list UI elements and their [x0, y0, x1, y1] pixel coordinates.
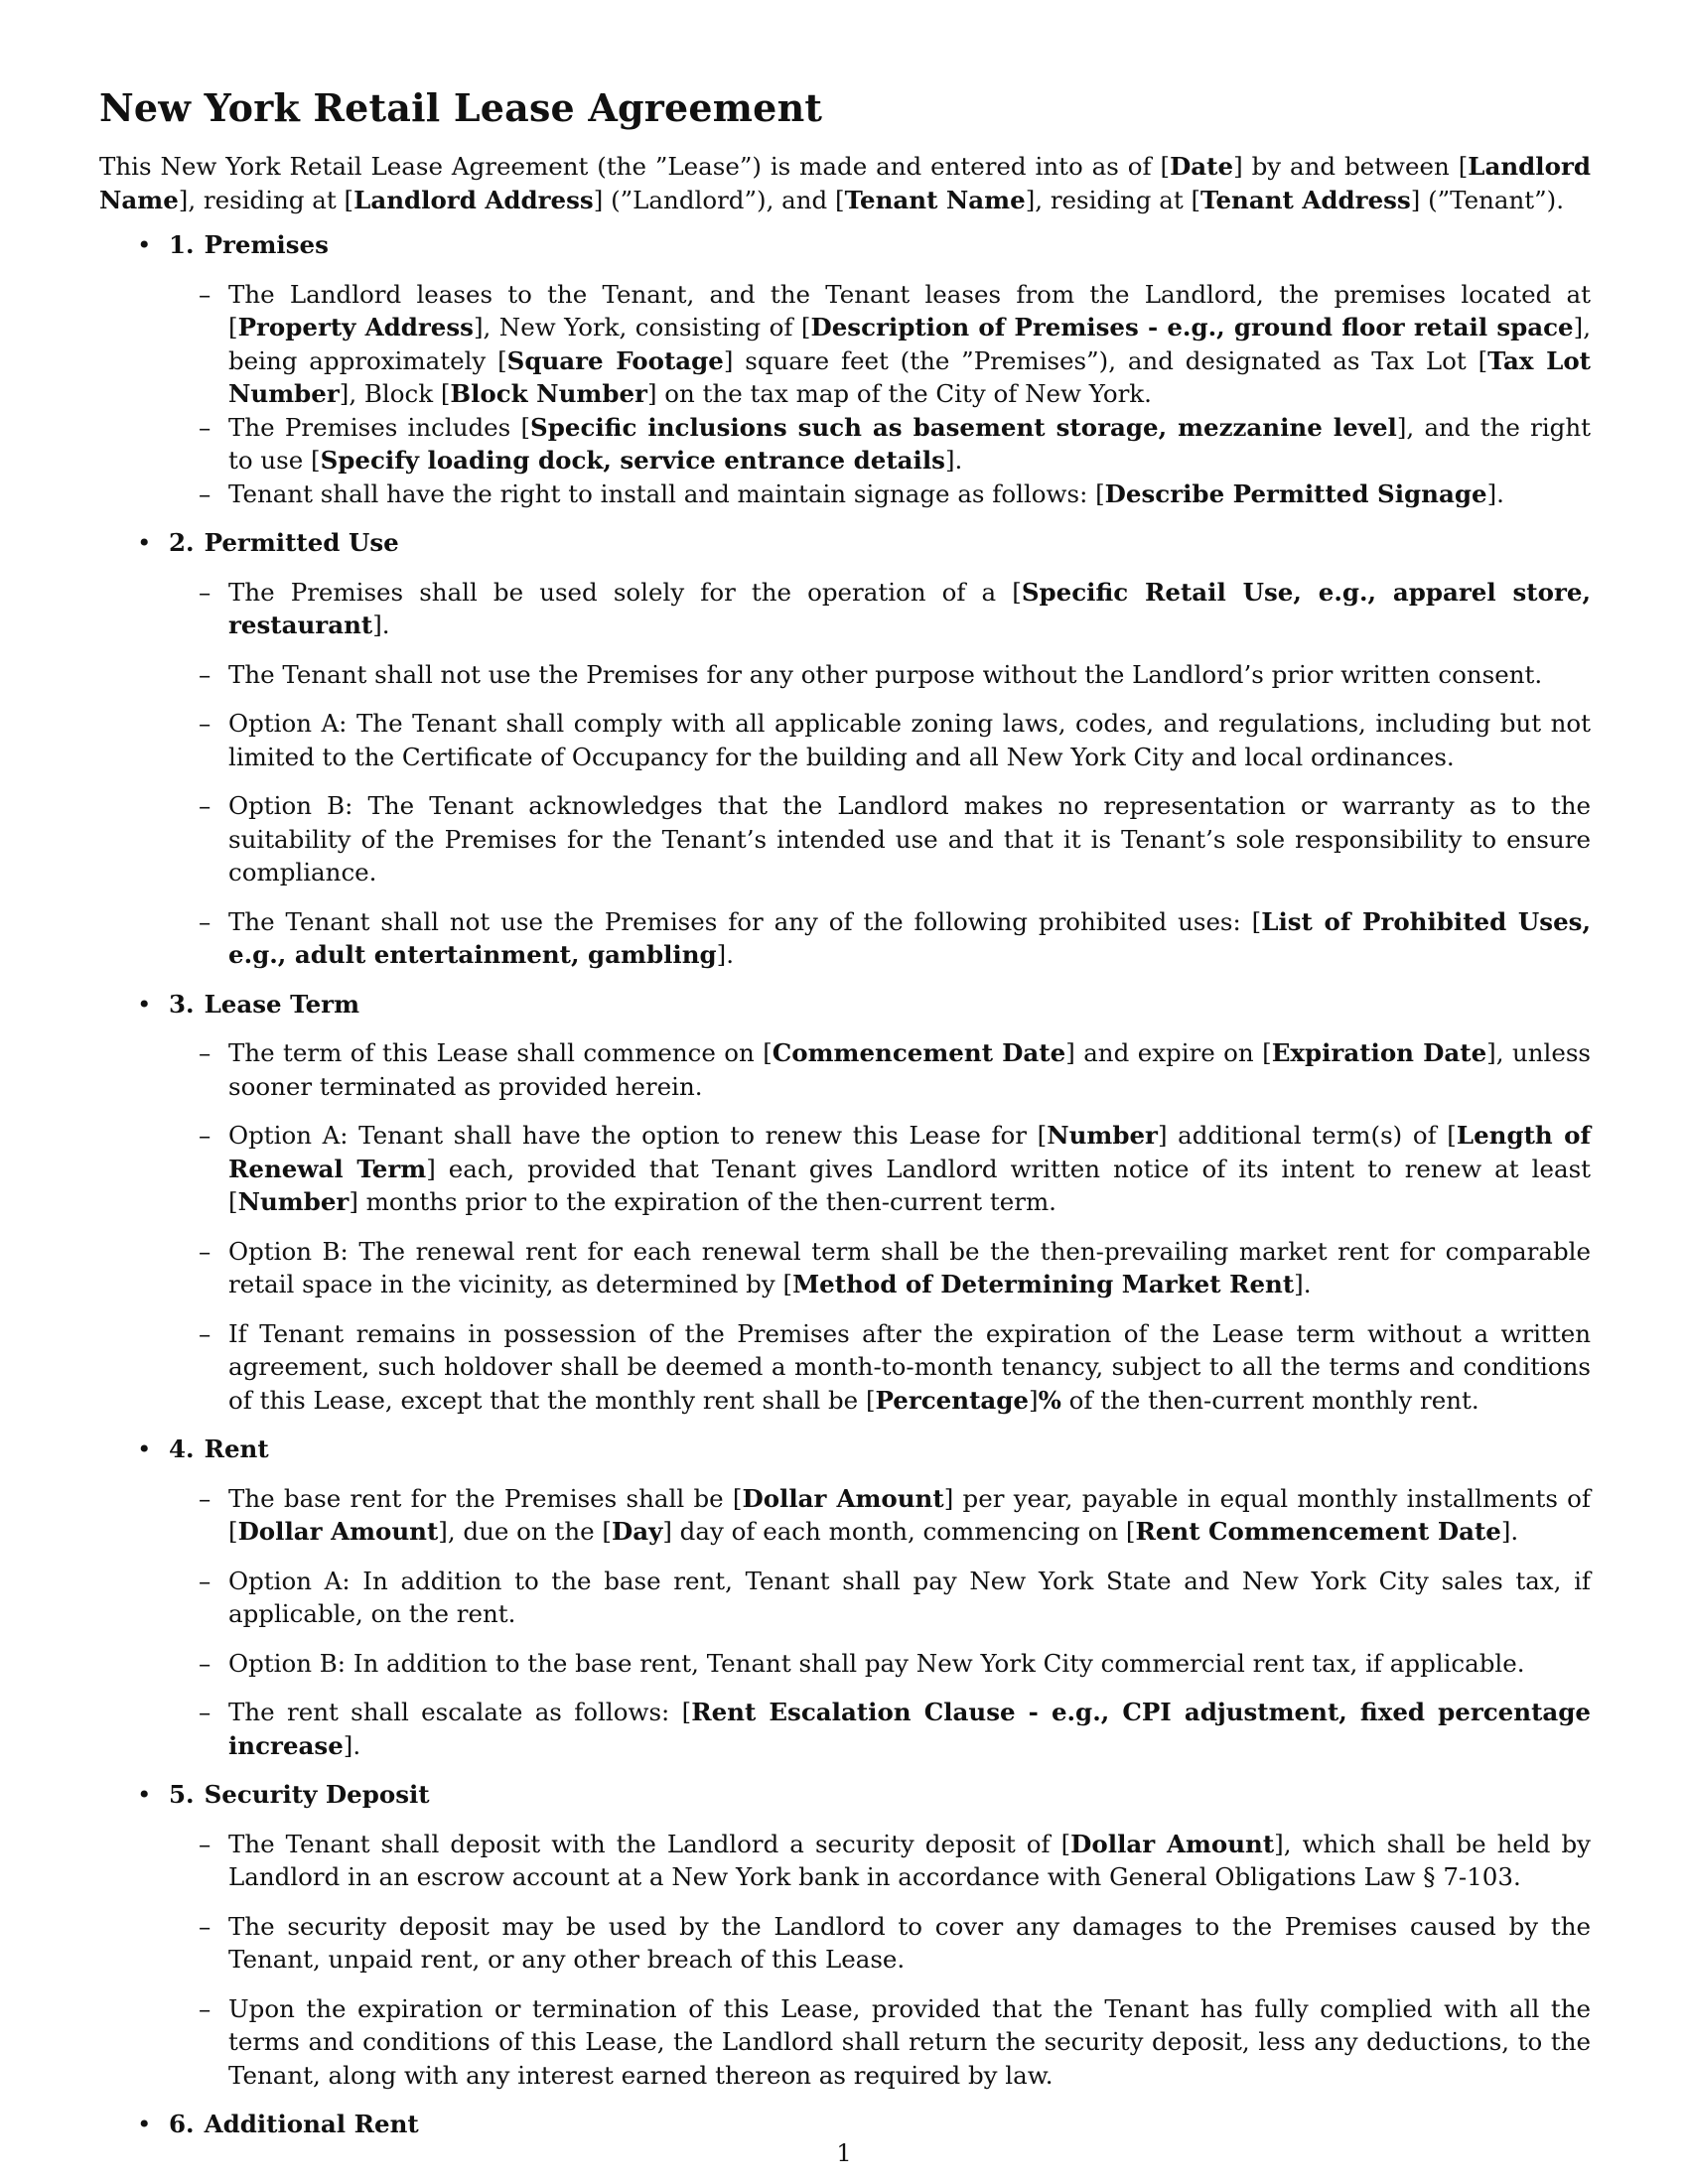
- placeholder-field: Specific inclusions such as basement storage, mezzanine level: [530, 412, 1397, 442]
- placeholder-field: Day: [611, 1517, 663, 1546]
- clause-item: [169, 1482, 1591, 1549]
- clause-list: [169, 1482, 1591, 1763]
- clause-text: ], New York, consisting of [: [473, 313, 811, 341]
- clause-text: ] additional term(s) of [: [1157, 1121, 1457, 1150]
- clause-item: [169, 905, 1591, 972]
- section-number: 1.: [169, 230, 195, 259]
- clause-text: The Tenant shall deposit with the Landlord a security deposit of [: [228, 1829, 1071, 1858]
- clause-text: Option A: In addition to the base rent, Tenant shall pay New York State and New York City sales tax, if applicable, on the rent.: [228, 1566, 1591, 1628]
- clause-text: Option A: Tenant shall have the option to renew this Lease for [: [228, 1121, 1048, 1150]
- intro-paragraph: [99, 150, 1591, 216]
- section-number: 6.: [169, 2110, 195, 2138]
- placeholder-field: Percentage: [875, 1385, 1029, 1415]
- clause-item: [169, 411, 1591, 478]
- section-number: 5.: [169, 1780, 195, 1809]
- section-heading: [169, 526, 1591, 560]
- clause-item: [169, 576, 1591, 642]
- clause-text: ]: [1029, 1385, 1039, 1415]
- clause-text: ] per year, payable in equal monthly installments of [: [228, 1483, 1591, 1546]
- section-rent: [99, 1433, 1591, 1762]
- section-additional-rent: [99, 2108, 1591, 2141]
- intro-text: ], residing at [: [178, 185, 354, 214]
- placeholder-landlord-address: Landlord Address: [353, 185, 594, 214]
- clause-list: [169, 278, 1591, 511]
- clause-text: The Tenant shall not use the Premises for any of the following prohibited uses: [: [228, 906, 1262, 936]
- placeholder-field: Tax Lot Number: [228, 345, 1591, 408]
- placeholder-tenant-address: Tenant Address: [1200, 185, 1411, 214]
- dash-icon: –: [199, 709, 211, 738]
- section-premises: [99, 228, 1591, 510]
- clause-item: [169, 1696, 1591, 1762]
- percent-sign: %: [1038, 1385, 1061, 1415]
- dash-icon: –: [199, 1038, 211, 1067]
- clause-list: [169, 1036, 1591, 1417]
- clause-item: [169, 1119, 1591, 1219]
- clause-item: [169, 478, 1591, 511]
- section-title: Premises: [204, 230, 329, 259]
- clause-text: Upon the expiration or termination of this Lease, provided that the Tenant has fully complied with all the terms and conditions of this Lease, the Landlord shall return the security deposit, less any deductions, to the Tenant, along with any interest earned thereon as required by law.: [228, 1993, 1591, 2090]
- clause-text: ] square feet (the ”Premises”), and designated as Tax Lot [: [723, 345, 1488, 375]
- clause-item: [169, 789, 1591, 889]
- clause-text: Option B: The renewal rent for each renewal term shall be the then-prevailing market rent for comparable retail space in the vicinity, as determined by [: [228, 1236, 1591, 1298]
- placeholder-field: Number: [237, 1187, 350, 1216]
- dash-icon: –: [199, 478, 211, 508]
- section-number: 3.: [169, 989, 195, 1019]
- placeholder-field: List of Prohibited Uses, e.g., adult entertainment, gambling: [228, 906, 1591, 969]
- intro-text: This New York Retail Lease Agreement (the ”Lease”) is made and entered into as of [: [99, 152, 1171, 181]
- section-heading: [169, 2108, 1591, 2141]
- clause-list: [169, 1828, 1591, 2093]
- dash-icon: –: [199, 906, 211, 936]
- placeholder-field: Specific Retail Use, e.g., apparel store, restaurant: [228, 577, 1591, 639]
- clause-text: The rent shall escalate as follows: [: [228, 1698, 692, 1726]
- intro-text: ] (”Landlord”), and [: [593, 185, 845, 214]
- dash-icon: –: [199, 1121, 211, 1150]
- clause-text: ], which shall be held by Landlord in an escrow account at a New York bank in accordance with General Obligations Law § 7-103.: [228, 1829, 1591, 1891]
- dash-icon: –: [199, 577, 211, 607]
- clause-text: The Landlord leases to the Tenant, and the Tenant leases from the Landlord, the premises located at [: [228, 279, 1591, 341]
- bullet-icon: •: [137, 230, 152, 259]
- bullet-icon: •: [137, 2110, 152, 2138]
- clause-text: ] day of each month, commencing on [: [662, 1517, 1136, 1546]
- clause-text: The security deposit may be used by the Landlord to cover any damages to the Premises caused by the Tenant, unpaid rent, or any other breach of this Lease.: [228, 1911, 1591, 1974]
- placeholder-field: Square Footage: [506, 345, 724, 375]
- dash-icon: –: [199, 1829, 211, 1858]
- dash-icon: –: [199, 412, 211, 442]
- section-title: Security Deposit: [204, 1780, 430, 1809]
- clause-item: [169, 1317, 1591, 1418]
- clause-text: If Tenant remains in possession of the Premises after the expiration of the Lease term without a written agreement, such holdover shall be deemed a month-to-month tenancy, subject to all the terms and conditions of this Lease, except that the monthly rent shall be [: [228, 1318, 1591, 1415]
- clause-text: The term of this Lease shall commence on [: [228, 1038, 773, 1067]
- placeholder-field: Dollar Amount: [742, 1483, 944, 1513]
- clause-text: ] and expire on [: [1065, 1038, 1272, 1067]
- dash-icon: –: [199, 1483, 211, 1513]
- clause-text: Tenant shall have the right to install and maintain signage as follows: [: [228, 478, 1105, 508]
- clause-text: ].: [716, 940, 735, 969]
- section-number: 2.: [169, 528, 195, 557]
- placeholder-field: Number: [1047, 1121, 1158, 1150]
- placeholder-date: Date: [1170, 152, 1234, 181]
- dash-icon: –: [199, 1648, 211, 1678]
- dash-icon: –: [199, 1698, 211, 1726]
- clause-text: Option B: The Tenant acknowledges that the Landlord makes no representation or warranty as to the suitability of the Premises for the Tenant’s intended use and that it is Tenant’s sole responsibility to ensure compliance.: [228, 791, 1591, 887]
- clause-text: The Premises shall be used solely for the operation of a [: [228, 577, 1022, 607]
- placeholder-field: Dollar Amount: [237, 1517, 439, 1546]
- section-security-deposit: [99, 1778, 1591, 2092]
- clause-text: ], being approximately [: [228, 313, 1591, 375]
- page-number: 1: [836, 2139, 852, 2167]
- intro-text: ] (”Tenant”).: [1410, 185, 1564, 214]
- placeholder-field: Property Address: [237, 313, 474, 341]
- clause-item: [169, 1828, 1591, 1894]
- section-heading: [169, 1778, 1591, 1812]
- clause-text: ], and the right to use [: [228, 412, 1591, 475]
- dash-icon: –: [199, 279, 211, 309]
- clause-text: ], Block [: [339, 379, 451, 408]
- intro-text: ], residing at [: [1025, 185, 1201, 214]
- placeholder-field: Describe Permitted Signage: [1104, 478, 1487, 508]
- clause-text: ], unless sooner terminated as provided herein.: [228, 1038, 1591, 1101]
- section-title: Lease Term: [204, 989, 360, 1019]
- dash-icon: –: [199, 1236, 211, 1266]
- placeholder-field: Specify loading dock, service entrance details: [320, 446, 945, 475]
- dash-icon: –: [199, 1318, 211, 1348]
- clause-text: ].: [343, 1730, 361, 1760]
- placeholder-field: Length of Renewal Term: [228, 1121, 1591, 1183]
- clause-item: [169, 278, 1591, 411]
- clause-text: ].: [1294, 1270, 1312, 1298]
- clause-text: Option B: In addition to the base rent, Tenant shall pay New York City commercial rent tax, if applicable.: [228, 1648, 1525, 1678]
- section-title: Additional Rent: [204, 2110, 419, 2138]
- clause-text: ] each, provided that Tenant gives Landlord written notice of its intent to renew at least [: [228, 1154, 1591, 1216]
- section-heading: [169, 228, 1591, 262]
- dash-icon: –: [199, 1911, 211, 1941]
- placeholder-landlord-name: Landlord Name: [99, 152, 1591, 214]
- clause-item: [169, 1235, 1591, 1301]
- placeholder-field: Method of Determining Market Rent: [792, 1270, 1295, 1298]
- clause-item: [169, 1910, 1591, 1977]
- clause-item: [169, 1992, 1591, 2093]
- document-page: [99, 84, 1591, 2157]
- section-lease-term: [99, 988, 1591, 1418]
- section-title: Permitted Use: [204, 528, 399, 557]
- dash-icon: –: [199, 659, 211, 689]
- dash-icon: –: [199, 1566, 211, 1595]
- placeholder-field: Block Number: [450, 379, 647, 408]
- clause-text: ].: [1500, 1517, 1519, 1546]
- clause-text: ] on the tax map of the City of New York.: [646, 379, 1152, 408]
- bullet-icon: •: [137, 1780, 152, 1809]
- section-heading: [169, 1433, 1591, 1466]
- section-permitted-use: [99, 526, 1591, 972]
- section-number: 4.: [169, 1434, 195, 1463]
- placeholder-field: Commencement Date: [772, 1038, 1066, 1067]
- clause-item: [169, 1565, 1591, 1631]
- clause-text: ].: [944, 446, 963, 475]
- placeholder-field: Rent Escalation Clause - e.g., CPI adjustment, fixed percentage increase: [228, 1698, 1591, 1760]
- clause-item: [169, 658, 1591, 692]
- clause-text: The base rent for the Premises shall be [: [228, 1483, 743, 1513]
- bullet-icon: •: [137, 528, 152, 557]
- bullet-icon: •: [137, 1434, 152, 1463]
- clause-item: [169, 1647, 1591, 1681]
- section-list: [99, 228, 1591, 2141]
- placeholder-tenant-name: Tenant Name: [844, 185, 1026, 214]
- clause-text: ].: [1486, 478, 1504, 508]
- clause-text: Option A: The Tenant shall comply with all applicable zoning laws, codes, and regulations, including but not limited to the Certificate of Occupancy for the building and all New York City and local ordinances.: [228, 709, 1591, 771]
- clause-text: ].: [372, 611, 390, 639]
- dash-icon: –: [199, 791, 211, 820]
- document-title: New York Retail Lease Agreement: [99, 85, 823, 130]
- intro-text: ] by and between [: [1233, 152, 1469, 181]
- placeholder-field: Description of Premises - e.g., ground floor retail space: [810, 313, 1574, 341]
- section-title: Rent: [204, 1434, 269, 1463]
- clause-text: The Premises includes [: [228, 412, 531, 442]
- placeholder-field: Dollar Amount: [1070, 1829, 1275, 1858]
- bullet-icon: •: [137, 989, 152, 1019]
- placeholder-field: Rent Commencement Date: [1135, 1517, 1501, 1546]
- clause-list: [169, 576, 1591, 972]
- dash-icon: –: [199, 1993, 211, 2023]
- clause-item: [169, 707, 1591, 773]
- placeholder-field: Expiration Date: [1271, 1038, 1487, 1067]
- clause-text: ] months prior to the expiration of the then-current term.: [349, 1187, 1056, 1216]
- clause-text: of the then-current monthly rent.: [1060, 1385, 1479, 1415]
- clause-text: The Tenant shall not use the Premises for any other purpose without the Landlord’s prior written consent.: [228, 659, 1543, 689]
- section-heading: [169, 988, 1591, 1022]
- clause-text: ], due on the [: [438, 1517, 612, 1546]
- clause-item: [169, 1036, 1591, 1103]
